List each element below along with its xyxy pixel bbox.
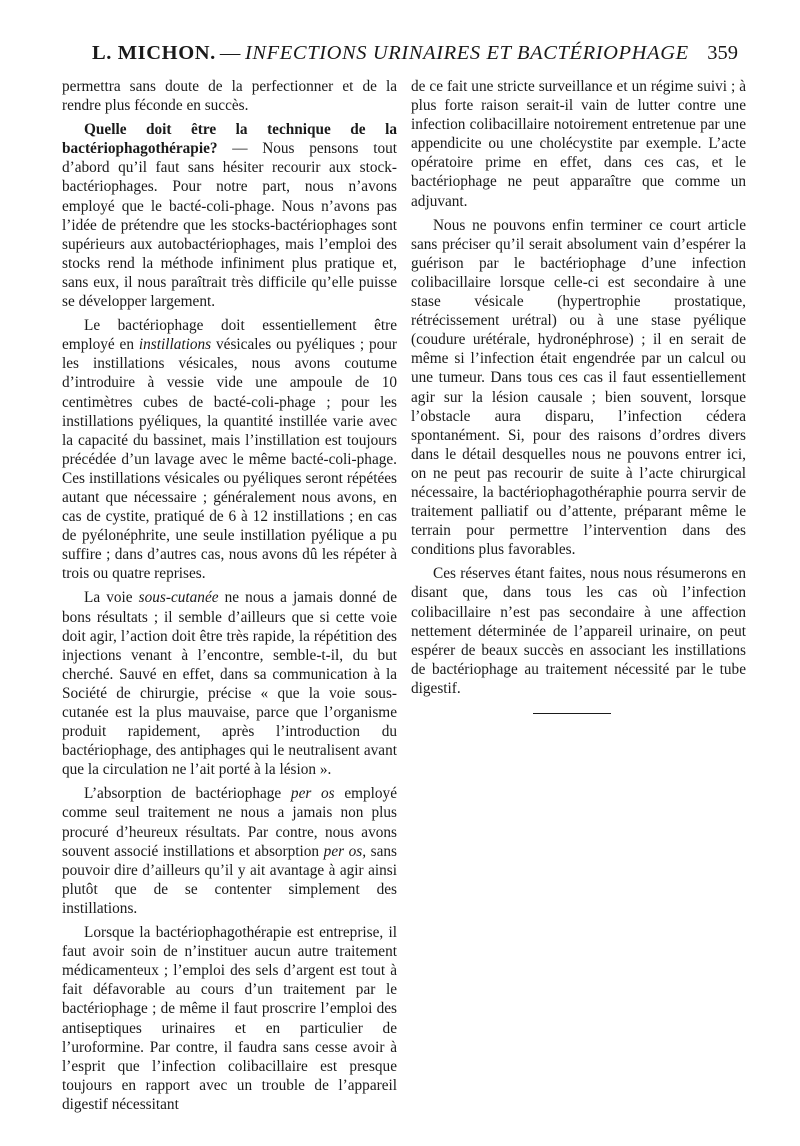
left-paragraph-5 xyxy=(62,784,397,918)
left-column xyxy=(62,77,397,1114)
running-title xyxy=(92,42,689,65)
end-of-article-rule xyxy=(533,713,611,714)
header-author: L. MICHON. xyxy=(92,42,216,64)
left-paragraph-4-text-a: La voie xyxy=(84,589,139,607)
left-paragraph-2 xyxy=(62,120,397,311)
header-separator: — xyxy=(219,42,241,64)
emphasis-sous-cutanee: sous-cutanée xyxy=(138,589,219,607)
header-subject: INFECTIONS URINAIRES ET BACTÉRIOPHAGE xyxy=(244,42,689,64)
left-paragraph-3-text-b: vésicales ou pyéliques ; pour les instillations vésicales, nous avons coutume d’introduire à vessie vide une ampoule de 10 centimètres cubes de bacté-coli-phage ; pour les instillations pyéliques, la quantité instillée varie avec la capacité du bassinet, mais l’instillation est toujours précédée d’un lavage avec le même bacté-coli-phage. Ces instillations vésicales ou pyéliques seront répétées autant que nécessaire ; généralement nous avons, en cas de cystite, pratiqué de 6 à 12 instillations ; en cas de pyélonéphrite, une seule instillation pyélique a pu suffire ; dans d’autres cas, nous avons dû les répéter à trois ou quatre reprises. xyxy=(62,336,397,583)
emphasis-instillations: instillations xyxy=(138,336,212,354)
left-paragraph-6: Lorsque la bactériophagothérapie est entreprise, il faut avoir soin de n’instituer aucun autre traitement médicamenteux ; l’emploi des sels d’argent est tout à fait défavorable au cours d’un traitement par le bactériophage ; de même il faut proscrire l’emploi des antiseptiques urinaires et en particulier de l’uroformine. Par contre, il faudra sans cesse avoir à l’esprit que l’infection colibacillaire est presque toujours en rapport avec un trouble de l’appareil digestif nécessitant xyxy=(62,924,397,1113)
right-paragraph-2: Nous ne pouvons enfin terminer ce court article sans préciser qu’il serait absolument vain d’espérer la guérison par le bactériophage d’une infection colibacillaire lorsque celle-ci est secondaire à une stase vésicale (hypertrophie prostatique, rétrécissement urétral) ou à une stase pyélique (coudure urétérale, hydronéphrose) ; il en serait de même si l’infection était engendrée par un calcul ou une tumeur. Dans tous ces cas il faut essentiellement agir sur la lésion causale ; bien souvent, lorsque l’obstacle aura disparu, l’infection cédera spontanément. Si, pour des raisons d’ordres divers dans le détail desquelles nous ne pouvons entrer ici, on ne peut pas recourir de suite à l’acte chirurgical nécessaire, la bactériophagothéraphie pourra servir de traitement palliatif ou d’attente, préparant même le terrain pour permettre l’intervention dans des conditions plus favorables. xyxy=(411,216,746,559)
left-paragraph-3 xyxy=(62,316,397,583)
emphasis-per-os-2: per os, xyxy=(323,842,367,860)
left-paragraph-2-text: — Nous pensons tout d’abord qu’il faut sans hésiter recourir aux stock-bactériophages. Pour notre part, nous n’avons employé que le bacté-coli-phage. Nous n’avons pas l’idée de prétendre que les stocks-bactériophages sont supérieurs aux autobactériophages, mais l’emploi des stocks rend la méthode infiniment plus pratique et, sans eux, il nous paraîtrait très difficile qu’elle puisse se développer largement. xyxy=(62,140,397,311)
left-paragraph-4 xyxy=(62,588,397,779)
right-paragraph-1: de ce fait une stricte surveillance et un régime suivi ; à plus forte raison serait-il vain de lutter contre une infection colibacillaire notoirement entretenue par une appendicite ou une cholécystite par exemple. L’acte opératoire prime en effet, dans ces cas, et le bactériophage ne peut apparaître que comme un adjuvant. xyxy=(411,78,746,210)
left-paragraph-1: permettra sans doute de la perfectionner et de la rendre plus féconde en succès. xyxy=(62,78,397,115)
right-column xyxy=(411,77,746,698)
right-paragraph-3: Ces réserves étant faites, nous nous résumerons en disant que, dans tous les cas où l’infection colibacillaire n’est pas secondaire à une affection nettement déterminée de l’appareil urinaire, on peut espérer de beaux succès en associant les instillations de bactériophage au traitement nécessité par le tube digestif. xyxy=(411,565,746,697)
emphasis-per-os-1: per os xyxy=(290,785,335,803)
page-number: 359 xyxy=(707,42,738,64)
left-paragraph-5-text-a: L’absorption de bactériophage xyxy=(84,785,291,803)
left-paragraph-4-text-b: ne nous a jamais donné de bons résultats ; il semble d’ailleurs que si cette voie doit agir, l’action doit être très rapide, la répétition des injections venant à l’encontre, semble-t-il, du but cherché. Sauvé en effet, dans sa communication à la Société de chirurgie, précise « que la voie sous-cutanée est la plus mauvaise, parce que l’organisme produit rapidement, après l’introduction du bactériophage, des antiphages qui le neutralisent avant que la circulation ne l’ait porté à la lésion ». xyxy=(62,589,397,779)
left-paragraph-3-text-a: Le bactériophage doit essentiellement être employé en xyxy=(62,317,397,354)
section-question: Quelle doit être la technique de la bactériophagothérapie? xyxy=(62,121,397,158)
left-paragraph-5-text-c: sans pouvoir dire d’ailleurs qu’il y ait avantage à agir ainsi plutôt que de se contenter simplement des instillations. xyxy=(62,842,398,917)
left-paragraph-5-text-b: employé comme seul traitement ne nous a jamais non plus procuré d’heureux résultats. Par contre, nous avons souvent associé instillations et absorption xyxy=(62,785,397,860)
running-header xyxy=(62,40,738,70)
